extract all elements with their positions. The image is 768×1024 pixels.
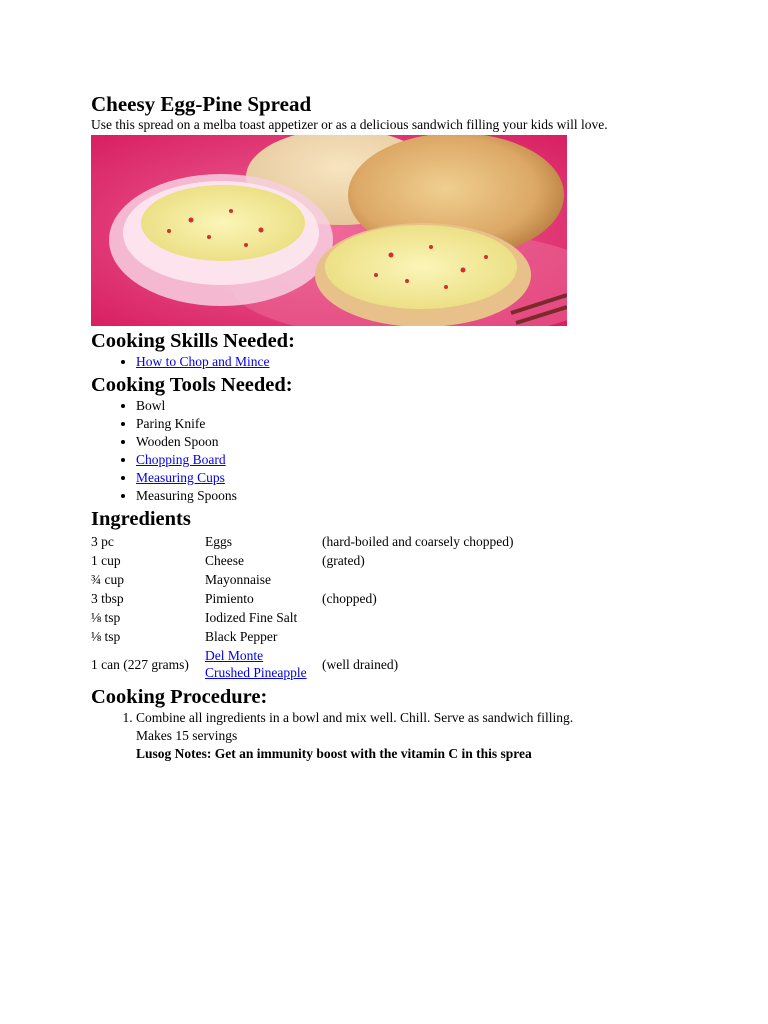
tools-list [91,397,731,505]
list-item [136,415,731,433]
tool-bowl: Bowl [136,398,166,413]
servings-text: Makes 15 servings [136,728,238,743]
table-row [89,608,516,627]
procedure-step [136,709,731,763]
ingredient-note: (chopped) [322,591,377,606]
lusog-note: Lusog Notes: Get an immunity boost with the vitamin C in this sprea [136,746,532,761]
list-item [136,451,731,469]
recipe-title: Cheesy Egg-Pine Spread [91,92,312,116]
list-item [136,469,731,487]
ingredient-qty: ⅛ tsp [91,629,121,644]
ingredient-link-crushed-pineapple[interactable]: Crushed Pineapple [205,665,307,680]
ingredient-note [320,570,516,589]
ingredient-qty: ⅛ tsp [91,610,121,625]
ingredient-name [203,646,320,682]
ingredient-note: (grated) [322,553,365,568]
recipe-page [91,92,731,763]
table-row [89,646,516,682]
ingredient-qty: 3 tbsp [91,591,124,606]
tools-heading: Cooking Tools Needed: [91,374,293,396]
table-row [89,570,516,589]
skills-list [91,353,731,371]
ingredient-name: Cheese [205,553,244,568]
table-row [89,627,516,646]
table-row [89,532,516,551]
tool-wooden-spoon: Wooden Spoon [136,434,219,449]
tool-paring-knife: Paring Knife [136,416,206,431]
ingredients-heading: Ingredients [91,508,191,530]
table-row [89,589,516,608]
ingredient-note [320,608,516,627]
ingredient-name: Black Pepper [205,629,278,644]
list-item [136,487,731,505]
list-item [136,353,731,371]
ingredient-name: Pimiento [205,591,254,606]
procedure-step-text: 1. Combine all ingredients in a bowl and mix well. Chill. Serve as sandwich filling. [136,710,574,725]
skills-heading: Cooking Skills Needed: [91,330,295,352]
ingredient-link-del-monte[interactable]: Del Monte [205,648,264,663]
procedure-list [91,709,731,763]
list-item [136,433,731,451]
ingredient-note: (hard-boiled and coarsely chopped) [322,534,514,549]
ingredient-note: (well drained) [322,656,399,672]
table-row [89,551,516,570]
skill-link-chop-mince[interactable]: How to Chop and Mince [136,354,270,369]
procedure-heading: Cooking Procedure: [91,686,268,708]
tool-link-measuring-cups[interactable]: Measuring Cups [136,470,225,485]
ingredient-qty: 1 can (227 grams) [91,656,189,672]
ingredient-name: Iodized Fine Salt [205,610,298,625]
recipe-photo [91,135,567,326]
tool-measuring-spoons: Measuring Spoons [136,488,237,503]
ingredients-table [89,532,516,682]
ingredient-qty: 3 pc [91,534,114,549]
ingredient-qty: ¾ cup [91,572,124,587]
ingredient-name: Mayonnaise [205,572,271,587]
ingredient-qty: 1 cup [91,553,121,568]
ingredient-note [320,627,516,646]
tool-link-chopping-board[interactable]: Chopping Board [136,452,226,467]
list-item [136,397,731,415]
ingredient-name: Eggs [205,534,232,549]
recipe-intro: Use this spread on a melba toast appetizer or as a delicious sandwich filling your kids will love. [91,117,608,132]
